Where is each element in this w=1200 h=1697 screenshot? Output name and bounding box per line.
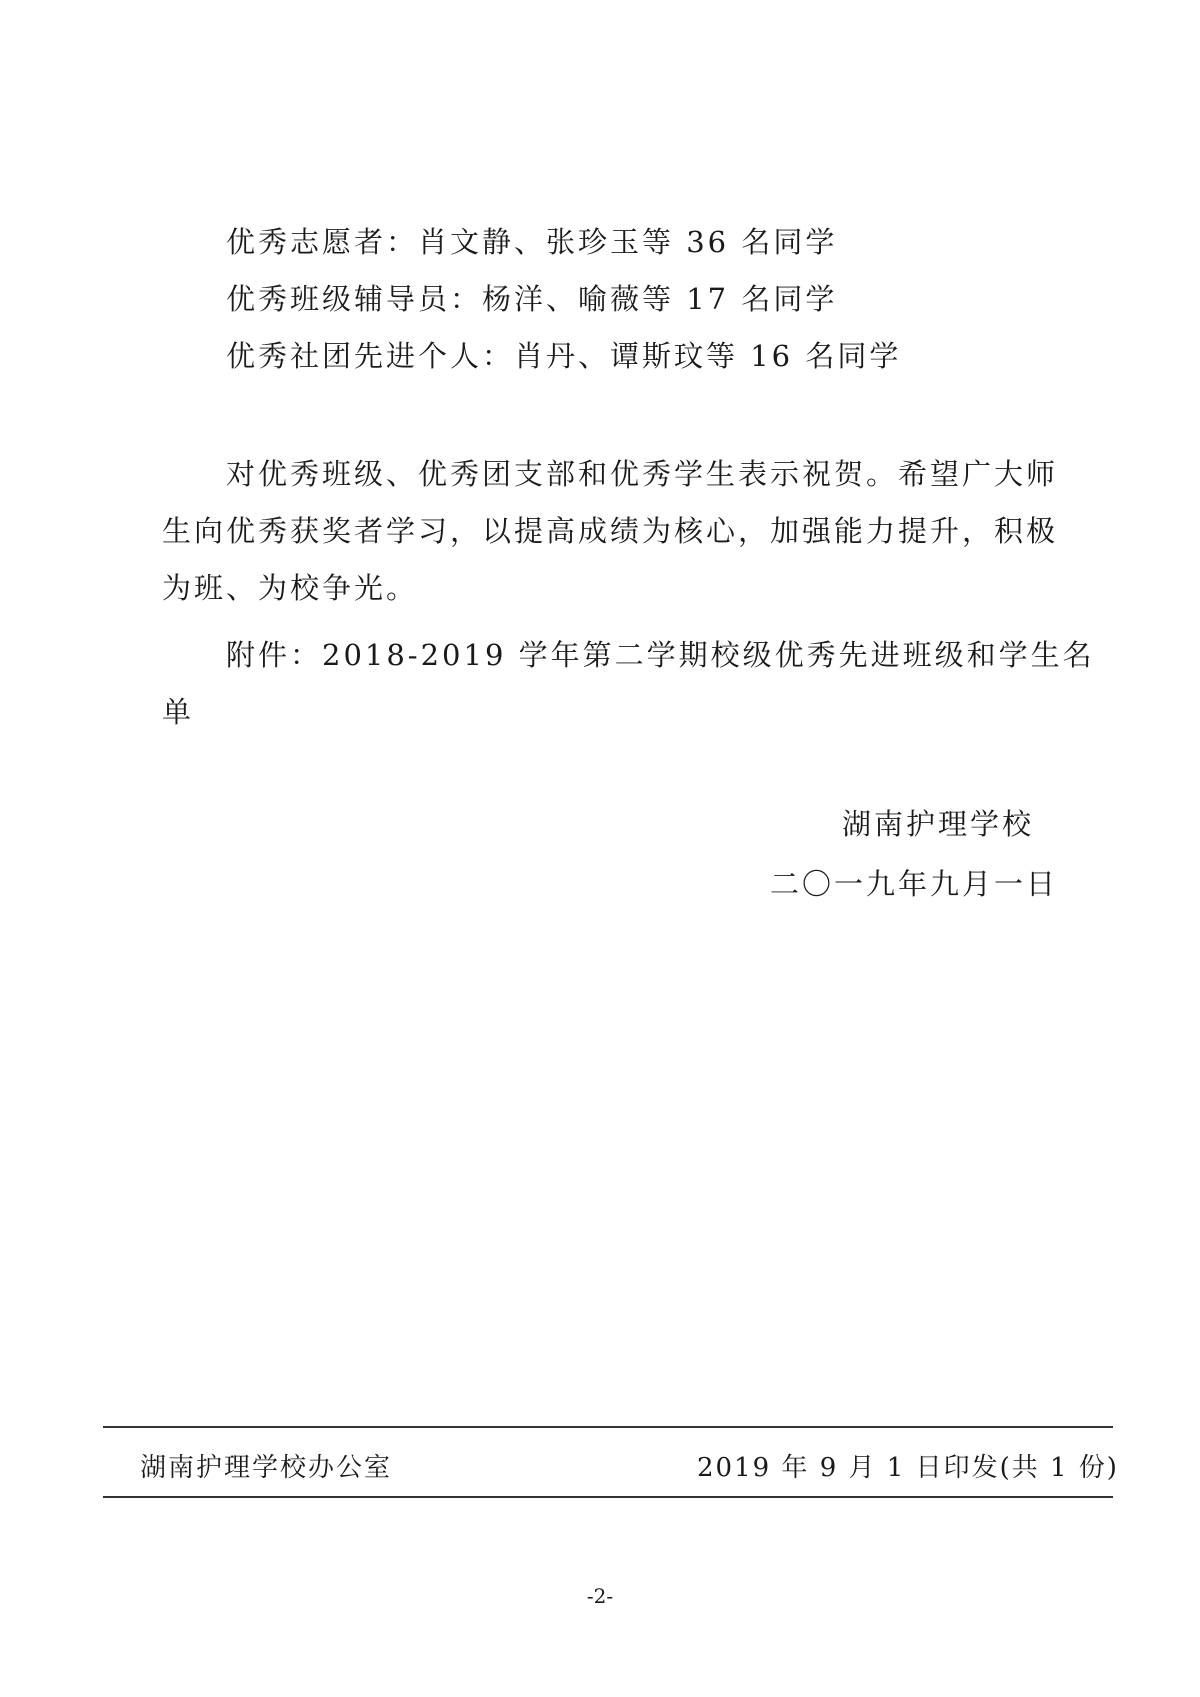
award-class-counselors: 优秀班级辅导员：杨洋、喻薇等 17 名同学 <box>226 282 838 316</box>
congrats-line-3: 为班、为校争光。 <box>162 571 419 605</box>
attachment-line-2: 单 <box>162 695 195 729</box>
footer-issue-info: 2019 年 9 月 1 日印发(共 1 份) <box>697 1453 1119 1483</box>
signature-date: 二〇一九年九月一日 <box>770 867 1059 901</box>
signature-organization: 湖南护理学校 <box>842 807 1035 841</box>
attachment-line-1: 附件：2018-2019 学年第二学期校级优秀先进班级和学生名 <box>226 638 1095 672</box>
footer-bottom-rule <box>103 1496 1113 1498</box>
congrats-line-1: 对优秀班级、优秀团支部和优秀学生表示祝贺。希望广大师 <box>226 457 1059 491</box>
award-club-individuals: 优秀社团先进个人：肖丹、谭斯玟等 16 名同学 <box>226 339 902 373</box>
award-volunteers: 优秀志愿者：肖文静、张珍玉等 36 名同学 <box>226 225 838 259</box>
footer-top-rule <box>103 1426 1113 1428</box>
congrats-line-2: 生向优秀获奖者学习，以提高成绩为核心，加强能力提升，积极 <box>162 514 1059 548</box>
page-number: -2- <box>586 1584 614 1608</box>
footer-issuer: 湖南护理学校办公室 <box>140 1453 393 1483</box>
